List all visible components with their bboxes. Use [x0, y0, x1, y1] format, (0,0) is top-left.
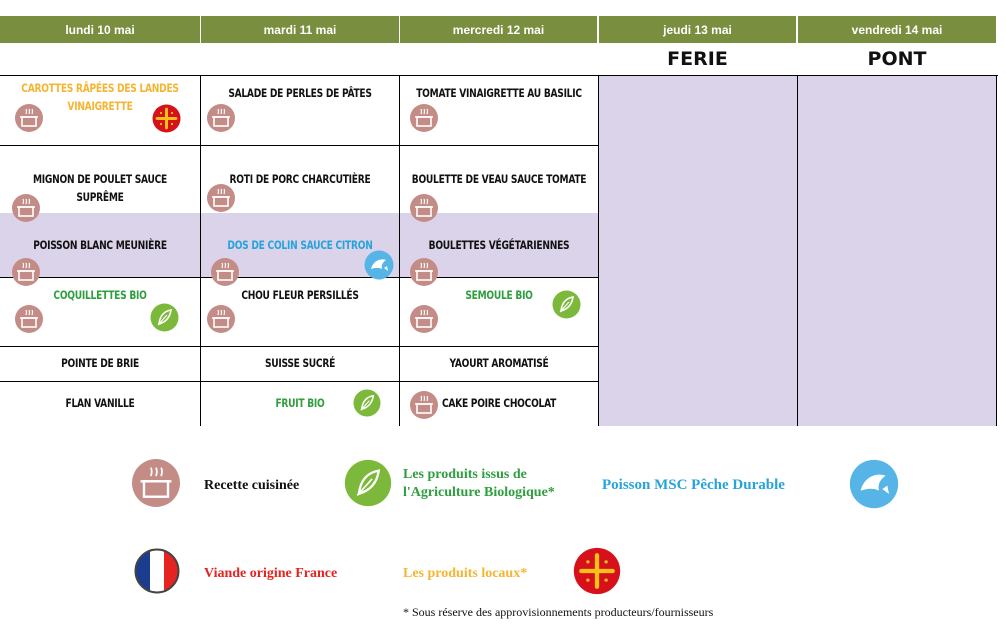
grid-line — [996, 76, 997, 426]
dish-wednesday-side: SEMOULE BIO — [465, 288, 533, 302]
grid-line — [0, 75, 998, 76]
dish-tuesday-side: CHOU FLEUR PERSILLÉS — [241, 288, 359, 302]
dish-monday-alt: POISSON BLANC MEUNIÈRE — [33, 238, 167, 252]
day-header-monday: lundi 10 mai — [0, 16, 200, 43]
dish-wednesday-dessert: CAKE POIRE CHOCOLAT — [441, 396, 557, 410]
legend-local: Les produits locaux* — [403, 566, 528, 581]
fish-icon — [364, 250, 394, 280]
dish-monday-starter: CAROTTES RÂPÉES DES LANDES VINAIGRETTE — [21, 81, 179, 113]
dish-tuesday-main: ROTI DE PORC CHARCUTIÈRE — [229, 172, 371, 186]
grid-line — [0, 381, 599, 382]
supply-note: * Sous réserve des approvisionnements producteurs/fournisseurs — [403, 605, 714, 619]
leaf-icon — [150, 303, 179, 332]
leaf-icon — [353, 389, 381, 417]
cooking-pot-icon — [211, 258, 239, 286]
cooking-pot-icon — [410, 391, 438, 419]
fish-icon — [849, 459, 899, 514]
dish-wednesday-main: BOULETTE DE VEAU SAUCE TOMATE — [411, 172, 587, 186]
cooking-pot-icon — [12, 194, 40, 222]
grid-line — [399, 76, 400, 426]
cooking-pot-icon — [15, 104, 43, 132]
thursday-note: FERIE — [667, 48, 728, 70]
grid-line — [0, 346, 599, 347]
france-flag-icon — [134, 548, 180, 594]
legend-bio: Les produits issus de l'Agriculture Biologique* — [403, 467, 555, 500]
dish-monday-dessert: FLAN VANILLE — [65, 396, 135, 410]
day-header-wednesday: mercredi 12 mai — [400, 16, 597, 43]
cooking-pot-icon — [410, 258, 438, 286]
dish-tuesday-starter: SALADE DE PERLES DE PÂTES — [228, 86, 372, 100]
closed-friday — [798, 76, 996, 426]
day-header-friday: vendredi 14 mai — [798, 16, 996, 43]
grid-line — [598, 76, 599, 426]
day-header-thursday: jeudi 13 mai — [599, 16, 796, 43]
grid-line — [200, 76, 201, 426]
cooking-pot-icon — [15, 305, 43, 333]
dish-monday-side: COQUILLETTES BIO — [53, 288, 147, 302]
grid-line — [0, 145, 599, 146]
cooking-pot-icon — [207, 184, 235, 212]
grid-line — [0, 277, 599, 278]
dish-tuesday-alt: DOS DE COLIN SAUCE CITRON — [227, 238, 373, 252]
cooking-pot-icon — [12, 258, 40, 286]
cooking-pot-icon — [207, 305, 235, 333]
dish-wednesday-alt: BOULETTES VÉGÉTARIENNES — [428, 238, 570, 252]
cooking-pot-icon — [132, 459, 180, 512]
dish-tuesday-cheese: SUISSE SUCRÉ — [264, 356, 336, 370]
dish-wednesday-starter: TOMATE VINAIGRETTE AU BASILIC — [416, 86, 582, 100]
grid-line — [797, 76, 798, 426]
dish-wednesday-cheese: YAOURT AROMATISÉ — [449, 356, 549, 370]
friday-note: PONT — [867, 48, 927, 70]
cooking-pot-icon — [410, 305, 438, 333]
dish-tuesday-dessert: FRUIT BIO — [275, 396, 325, 410]
cooking-pot-icon — [207, 104, 235, 132]
occitan-cross-icon — [573, 547, 621, 595]
day-header-tuesday: mardi 11 mai — [201, 16, 399, 43]
legend-msc: Poisson MSC Pêche Durable — [602, 477, 785, 493]
legend-france: Viande origine France — [204, 566, 338, 581]
leaf-icon — [344, 459, 392, 512]
leaf-icon — [552, 290, 581, 319]
cooking-pot-icon — [410, 194, 438, 222]
closed-thursday — [599, 76, 797, 426]
legend-cooked: Recette cuisinée — [204, 478, 300, 493]
dish-monday-cheese: POINTE DE BRIE — [61, 356, 139, 370]
dish-monday-main: MIGNON DE POULET SAUCE SUPRÊME — [32, 172, 168, 204]
occitan-cross-icon — [152, 104, 181, 133]
cooking-pot-icon — [410, 104, 438, 132]
